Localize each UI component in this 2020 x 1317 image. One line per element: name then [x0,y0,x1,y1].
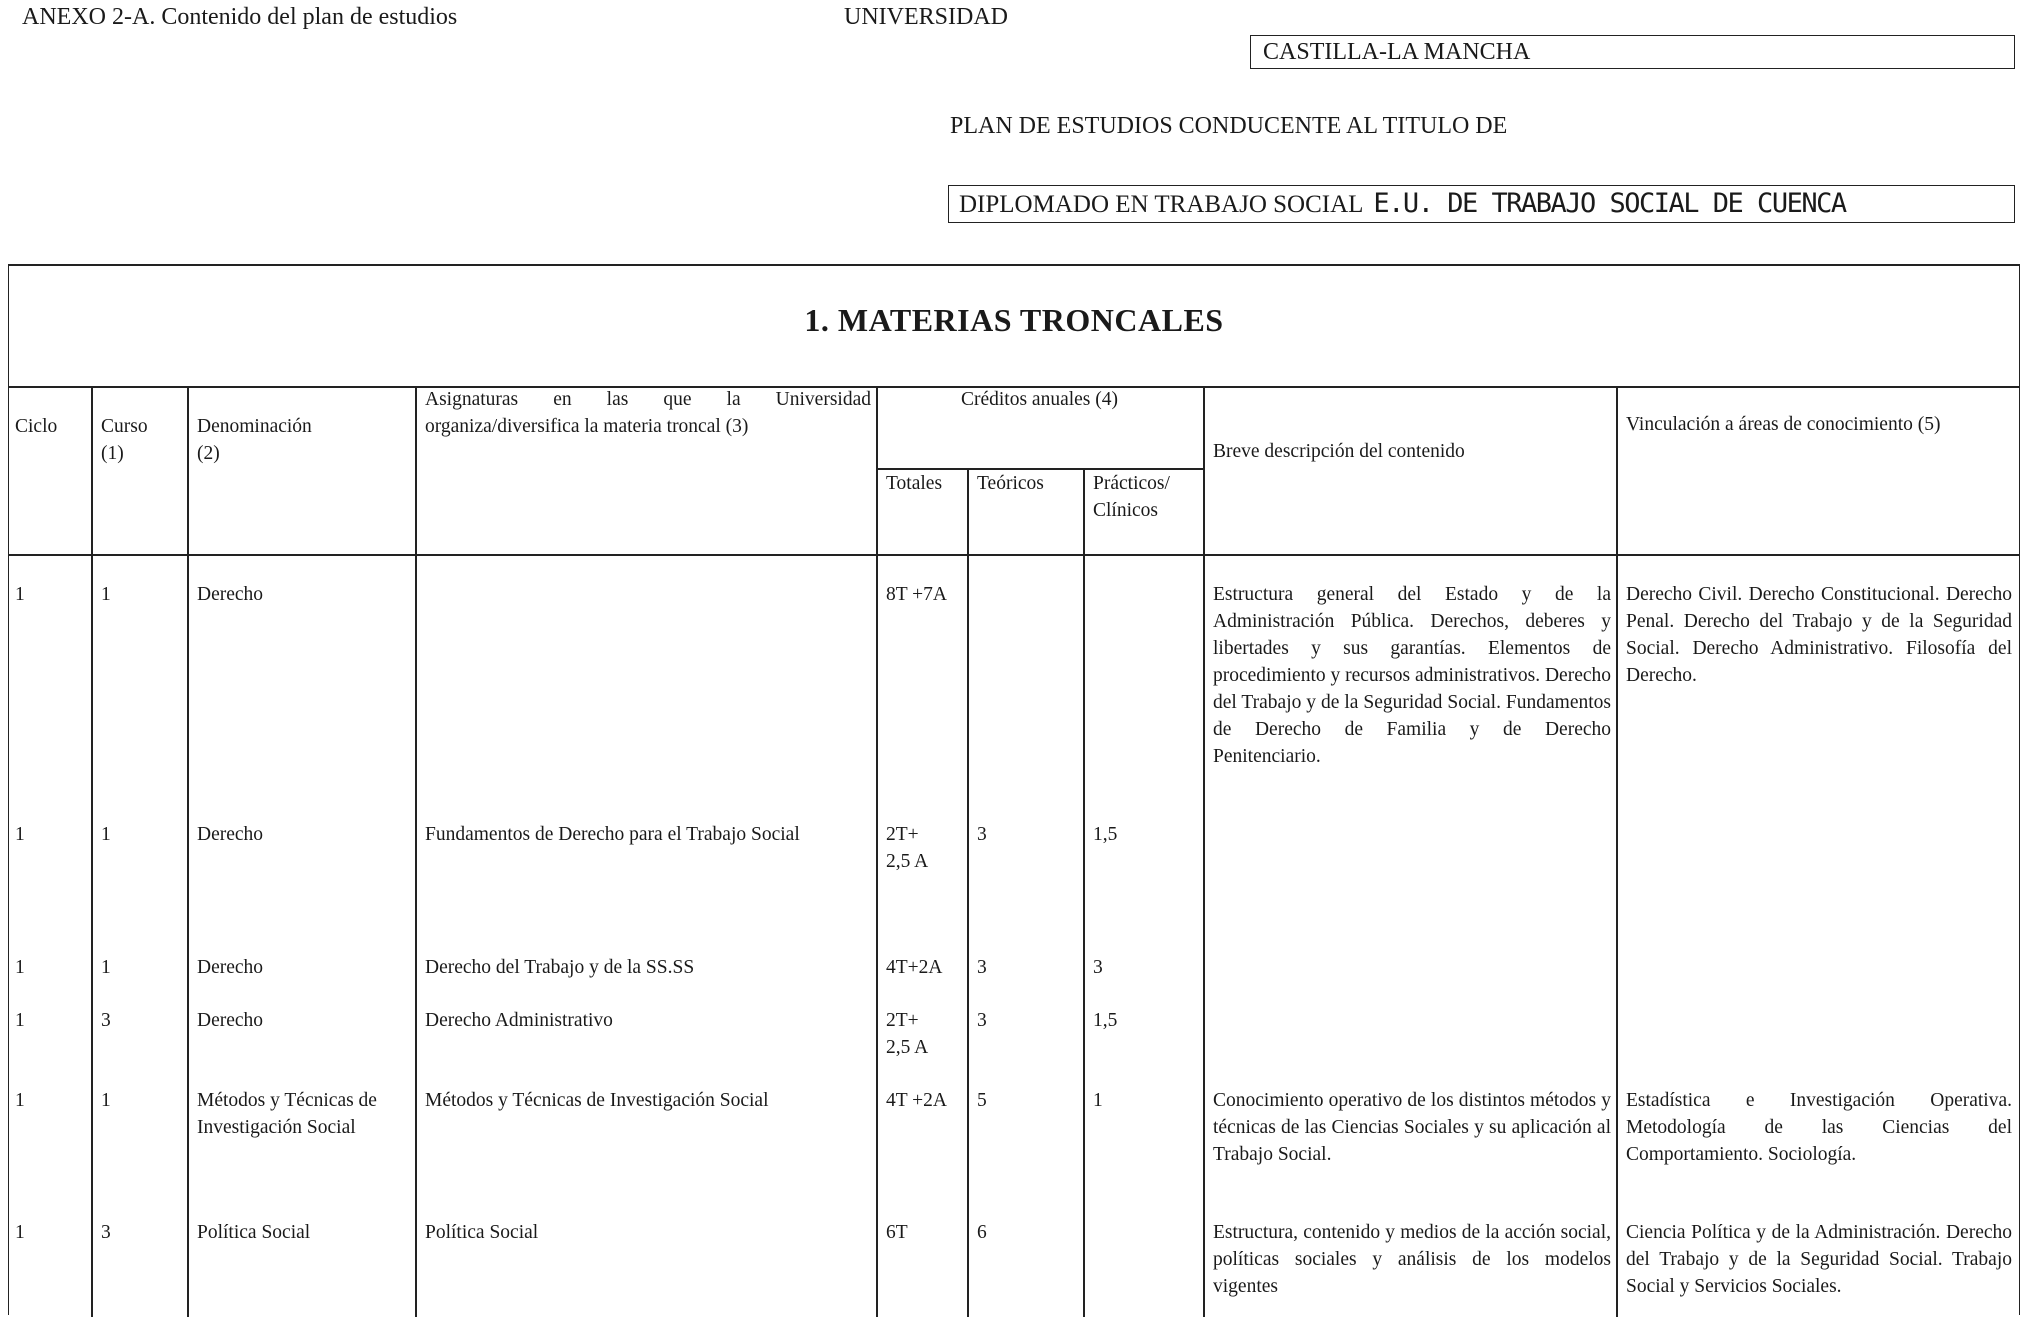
cell-denominacion: Derecho [197,584,264,605]
university-name-box [1250,35,2015,69]
university-name: CASTILLA-LA MANCHA [1263,39,1531,65]
col-header-denominacion-note: (2) [197,443,220,464]
plan-label: PLAN DE ESTUDIOS CONDUCENTE AL TITULO DE [950,113,1508,139]
col-header-denominacion-label: Denominación [197,416,312,437]
university-label: UNIVERSIDAD [844,4,1008,30]
cell-asignatura: Fundamentos de Derecho para el Trabajo Social [425,824,800,845]
cell-curso: 3 [101,1222,111,1243]
col-header-asignaturas: Asignaturas en las que la Universidad organiza/diversifica la materia troncal (3) [425,389,871,437]
cell-practicos: 1,5 [1093,1010,1118,1031]
cell-curso: 1 [101,957,111,978]
cell-vinculacion: Estadística e Investigación Operativa. Metodología de las Ciencias del Comportamiento. Sociología. [1626,1090,2012,1165]
table-title: 1. MATERIAS TRONCALES [804,302,1224,338]
annex-title: ANEXO 2-A. Contenido del plan de estudios [22,4,458,30]
cell-vinculacion: Derecho Civil. Derecho Constitucional. Derecho Penal. Derecho del Trabajo y de la Seguridad Social. Derecho Administrativo. Filosofía del Derecho. [1626,584,2012,686]
col-divider [876,386,878,1317]
cell-ciclo: 1 [15,1222,25,1243]
cell-descripcion: Conocimiento operativo de los distintos métodos y técnicas de las Ciencias Sociales y su aplicación al Trabajo Social. [1213,1090,1611,1165]
cell-practicos: 1,5 [1093,824,1118,845]
cell-practicos: 1 [1093,1090,1103,1111]
cell-teoricos: 3 [977,957,987,978]
cell-asignatura: Política Social [425,1222,539,1243]
col-header-curso [101,413,181,467]
cell-ciclo: 1 [15,957,25,978]
col-divider [1203,386,1205,1317]
degree-title: DIPLOMADO EN TRABAJO SOCIAL [959,191,1364,218]
cell-asignatura: Derecho Administrativo [425,1010,613,1031]
col-header-totales: Totales [886,473,943,494]
col-header-ciclo: Ciclo [15,416,58,437]
school-name: E.U. DE TRABAJO SOCIAL DE CUENCA [1373,188,1846,219]
col-header-vinculacion: Vinculación a áreas de conocimiento (5) [1626,414,1941,435]
col-header-descripcion: Breve descripción del contenido [1213,441,1465,462]
col-divider [187,386,189,1317]
cell-curso: 1 [101,584,111,605]
col-divider [1616,386,1618,1317]
col-divider [1083,468,1085,1317]
col-divider [415,386,417,1317]
cell-teoricos: 3 [977,824,987,845]
cell-ciclo: 1 [15,584,25,605]
cell-teoricos: 5 [977,1090,987,1111]
cell-totales: 6T [886,1222,908,1243]
cell-totales: 4T+2A [886,957,943,978]
cell-ciclo: 1 [15,1010,25,1031]
cell-denominacion: Política Social [197,1222,311,1243]
header-divider [9,554,2019,556]
troncales-table [8,264,2020,1315]
cell-descripcion: Estructura, contenido y medios de la acción social, políticas sociales y análisis de los modelos vigentes [1213,1222,1611,1297]
cell-totales: 8T +7A [886,584,948,605]
cell-ciclo: 1 [15,1090,25,1111]
cell-totales: 2T+ 2,5 A [886,1010,929,1058]
cell-practicos: 3 [1093,957,1103,978]
cell-totales: 2T+ 2,5 A [886,824,929,872]
cell-asignatura: Derecho del Trabajo y de la SS.SS [425,957,695,978]
col-header-curso-label: Curso [101,416,148,437]
cell-vinculacion: Ciencia Política y de la Administración. Derecho del Trabajo y de la Seguridad Social. Trabajo Social y Servicios Sociales. [1626,1222,2012,1297]
col-divider [91,386,93,1317]
cell-curso: 3 [101,1010,111,1031]
degree-title-box [948,185,2015,223]
col-header-denominacion [197,413,407,467]
cell-denominacion: Derecho [197,824,264,845]
cell-totales: 4T +2A [886,1090,948,1111]
col-divider [967,468,969,1317]
cell-asignatura: Métodos y Técnicas de Investigación Social [425,1090,769,1111]
cell-curso: 1 [101,1090,111,1111]
col-header-practicos: Prácticos/ Clínicos [1093,473,1170,521]
col-header-curso-note: (1) [101,443,124,464]
cell-teoricos: 3 [977,1010,987,1031]
col-header-teoricos: Teóricos [977,473,1044,494]
cell-ciclo: 1 [15,824,25,845]
cell-curso: 1 [101,824,111,845]
cell-teoricos: 6 [977,1222,987,1243]
cell-denominacion: Derecho [197,957,264,978]
cell-denominacion: Derecho [197,1010,264,1031]
cell-denominacion: Métodos y Técnicas de Investigación Social [197,1090,377,1138]
cell-descripcion: Estructura general del Estado y de la Administración Pública. Derechos, deberes y libertades y sus garantías. Elementos de procedimiento y recursos administrativos. Derecho del Trabajo y de la Seguridad Social. Fundamentos de Derecho de Familia y de Derecho Penitenciario. [1213,584,1612,767]
col-header-creditos: Créditos anuales (4) [960,389,1119,410]
